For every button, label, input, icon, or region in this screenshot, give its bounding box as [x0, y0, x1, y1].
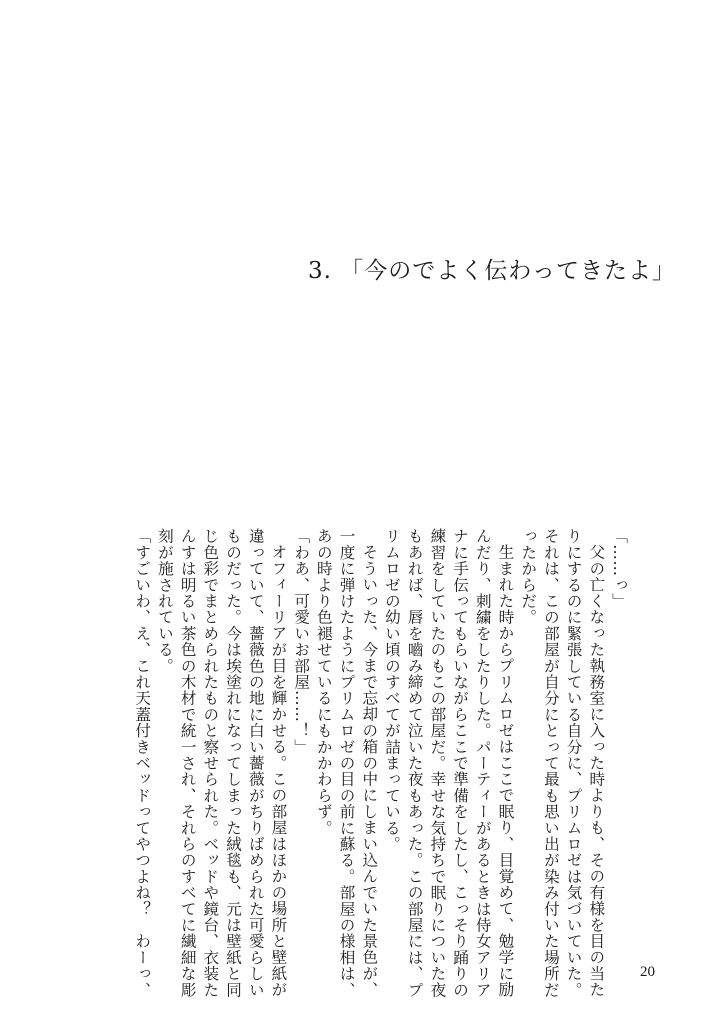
- text-line: んすは明るい茶色の木材で統一され、それらのすべてに繊細な彫: [178, 528, 197, 998]
- text-line: じ色彩でまとめられたものと察せられた。ベッドや鏡台、衣装た: [201, 528, 220, 998]
- text-line: 「わあ、可愛いお部屋……！」: [292, 528, 311, 755]
- text-line: 生まれた時からプリムロゼはここで眠り、目覚めて、勉学に励: [496, 543, 515, 998]
- text-line: 父の亡くなった執務室に入った時よりも、その有様を目の当た: [587, 543, 606, 998]
- text-line: ものだった。今は埃塗れになってしまった絨毯も、元は壁紙と同: [224, 528, 243, 998]
- text-line: りにするのに緊張している自分に、プリムロゼは気づいていた。: [564, 528, 583, 998]
- text-line: 「すごいわ、え、これ天蓋付きベッドってやつよね？ わーっ、: [133, 528, 152, 998]
- text-line: 一度に弾けたようにプリムロゼの目の前に蘇る。部屋の様相は、: [337, 528, 356, 998]
- chapter-title: 3. 「今のでよく伝わってきたよ」: [308, 258, 677, 284]
- text-line: ナに手伝ってもらいながらここで準備をしたし、こっそり踊りの: [451, 528, 470, 998]
- body-text: [131, 528, 630, 998]
- text-line: ったからだ。: [519, 528, 538, 626]
- text-line: あの時より色褪せているにもかかわらず。: [314, 528, 333, 836]
- text-line: それは、この部屋が自分にとって最も思い出が染み付いた場所だ: [541, 528, 560, 998]
- text-line: 練習をしていたのもこの部屋だ。幸せな気持ちで眠りについた夜: [428, 528, 447, 998]
- text-line: んだり、刺繍をしたりした。パーティーがあるときは侍女アリア: [473, 528, 492, 998]
- text-line: 違っていて、薔薇色の地に白い薔薇がちりばめられた可愛らしい: [246, 528, 265, 998]
- text-line: 刻が施されている。: [155, 528, 174, 674]
- text-line: オフィーリアが目を輝かせる。この部屋はほかの場所と壁紙が: [269, 543, 288, 998]
- text-line: そういった、今まで忘却の箱の中にしまい込んでいた景色が、: [360, 543, 379, 998]
- text-line: 「……っ」: [610, 528, 628, 609]
- page-number: 20: [640, 964, 655, 980]
- text-line: リムロゼの幼い頃のすべてが詰まっている。: [382, 528, 401, 852]
- text-line: もあれば、唇を嚙み締めて泣いた夜もあった。この部屋には、プ: [405, 528, 424, 998]
